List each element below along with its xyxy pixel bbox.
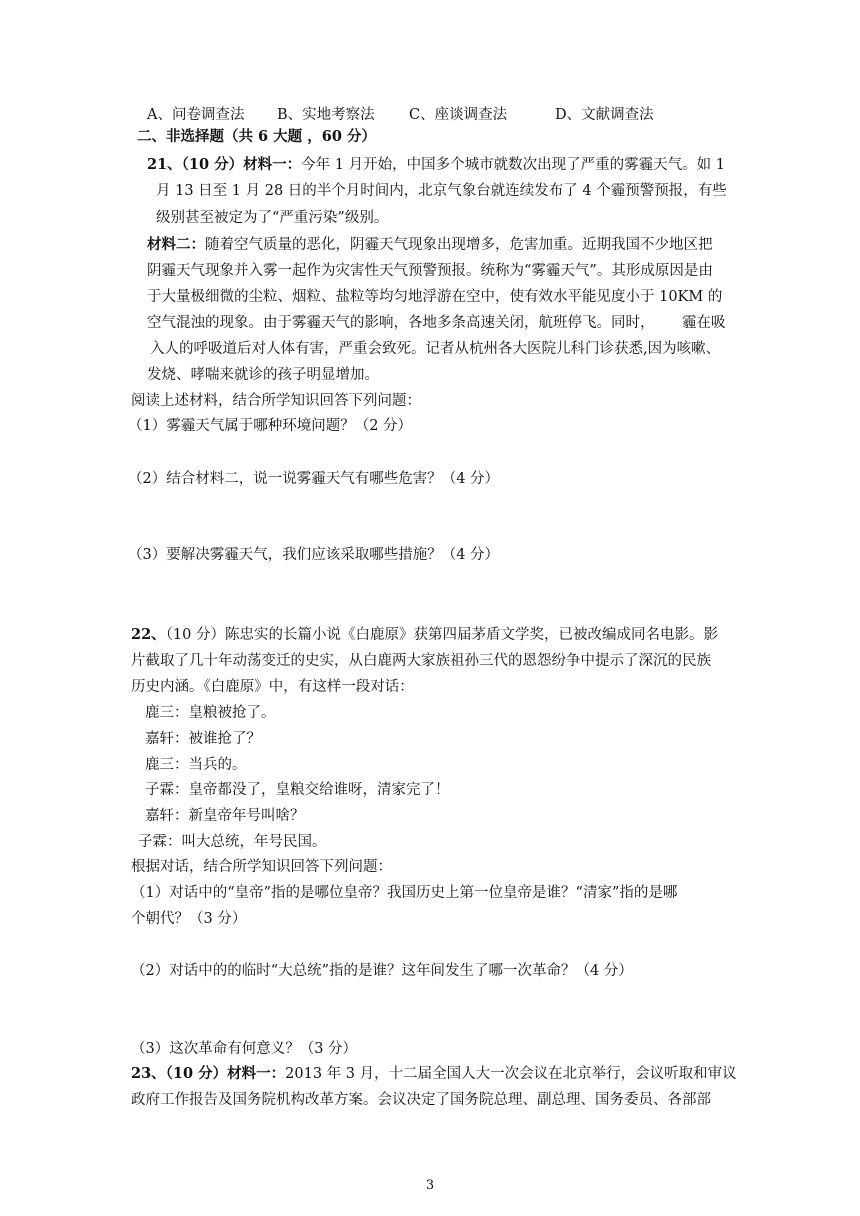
- q21-material1-text: 今年 1 月开始，中国多个城市就数次出现了严重的雾霾天气。如 1: [301, 157, 725, 173]
- dialogue-line: 鹿三：皇粮被抢了。: [145, 705, 276, 721]
- q23-text: 2013 年 3 月，十二届全国人大一次会议在北京举行，会议听取和审议: [285, 1066, 737, 1082]
- q21-m2-line4a: 空气混浊的现象。由于雾霾天气的影响，各地多条高速关闭，航班停飞。同时，: [147, 315, 655, 331]
- q21-instruction: 阅读上述材料，结合所学知识回答下列问题：: [131, 393, 421, 409]
- q22-question-1-line2: 个朝代？（3 分）: [131, 911, 247, 927]
- q21-m2-line3: 于大量极细微的尘粒、烟粒、盐粒等均匀地浮游在空中，使有效水平能见度小于 10KM 的: [147, 289, 723, 305]
- q22-question-2: （2）对话中的的临时“大总统”指的是谁？这年间发生了哪一次革命？（4 分）: [131, 963, 633, 979]
- q22-line2: 片截取了几十年动荡变迁的史实，从白鹿两大家族祖孙三代的恩怨纷争中提示了深沉的民族: [131, 653, 711, 669]
- q23-line2: 政府工作报告及国务院机构改革方案。会议决定了国务院总理、副总理、国务委员、各部部: [131, 1092, 711, 1108]
- q21-label: 21、（10 分）: [147, 156, 244, 173]
- q22-line1: [131, 625, 718, 645]
- q21-m2-line2: 阴霾天气现象并入雾一起作为灾害性天气预警预报。统称为“雾霾天气”。其形成原因是由: [147, 263, 713, 279]
- q21-m2-line4b: 霾在吸: [682, 315, 726, 331]
- dialogue-line: 鹿三：当兵的。: [145, 757, 247, 773]
- q21-m1-line1: [147, 155, 725, 175]
- q23-material1-label: 材料一：: [227, 1065, 286, 1082]
- q22-question-1-line1: （1）对话中的“皇帝”指的是哪位皇帝？我国历史上第一位皇帝是谁？“清家”指的是哪: [131, 885, 678, 901]
- q21-m1-line3: 级别甚至被定为了“严重污染”级别。: [156, 210, 389, 226]
- section-heading: 二、非选择题（共 6 大题 ，60 分）: [137, 128, 376, 145]
- q21-m2-line5: 入人的呼吸道后对人体有害，严重会致死。记者从杭州各大医院儿科门诊获悉,因为咳嗽、: [150, 341, 721, 357]
- q21-material1-label: 材料一：: [243, 156, 302, 173]
- q21-m2-line1: [147, 235, 713, 255]
- q21-m1-line2: 月 13 日至 1 月 28 日的半个月时间内，北京气象台就连续发布了 4 个霾预警预报，有些: [156, 183, 727, 199]
- option-a: A、问卷调查法: [147, 107, 245, 123]
- q22-label: 22、: [131, 626, 166, 643]
- dialogue-line: 子霖：叫大总统，年号民国。: [138, 834, 327, 850]
- option-b: B、实地考察法: [277, 107, 375, 123]
- option-d: D、文献调查法: [555, 107, 654, 123]
- q21-question-3: （3）要解决雾霾天气，我们应该采取哪些措施？（4 分）: [128, 547, 500, 563]
- dialogue-line: 嘉轩：被谁抢了？: [145, 731, 261, 747]
- q22-instruction: 根据对话，结合所学知识回答下列问题：: [131, 859, 392, 875]
- q22-question-3: （3）这次革命有何意义？（3 分）: [131, 1041, 358, 1057]
- q21-m2-line6: 发烧、哮喘来就诊的孩子明显增加。: [147, 367, 379, 383]
- dialogue-line: 嘉轩：新皇帝年号叫啥？: [145, 808, 305, 824]
- q21-material2-text: 随着空气质量的恶化，阴霾天气现象出现增多，危害加重。近期我国不少地区把: [205, 237, 713, 253]
- q22-line3: 历史内涵。《白鹿原》中，有这样一段对话：: [131, 679, 414, 695]
- q21-question-1: （1）雾霾天气属于哪种环境问题？（2 分）: [128, 418, 413, 434]
- q21-material2-label: 材料二：: [147, 236, 205, 253]
- q23-label: 23、（10 分）: [131, 1065, 228, 1082]
- option-c: C、座谈调查法: [409, 107, 508, 123]
- q21-question-2: （2）结合材料二，说一说雾霾天气有哪些危害？（4 分）: [128, 471, 500, 487]
- page-number: 3: [425, 1178, 435, 1193]
- q22-intro: （10 分）陈忠实的长篇小说《白鹿原》获第四届茅盾文学奖，已被改编成同名电影。影: [165, 627, 718, 643]
- dialogue-line: 子霖：皇帝都没了，皇粮交给谁呀，清家完了！: [145, 782, 450, 798]
- q23-line1: [131, 1064, 737, 1084]
